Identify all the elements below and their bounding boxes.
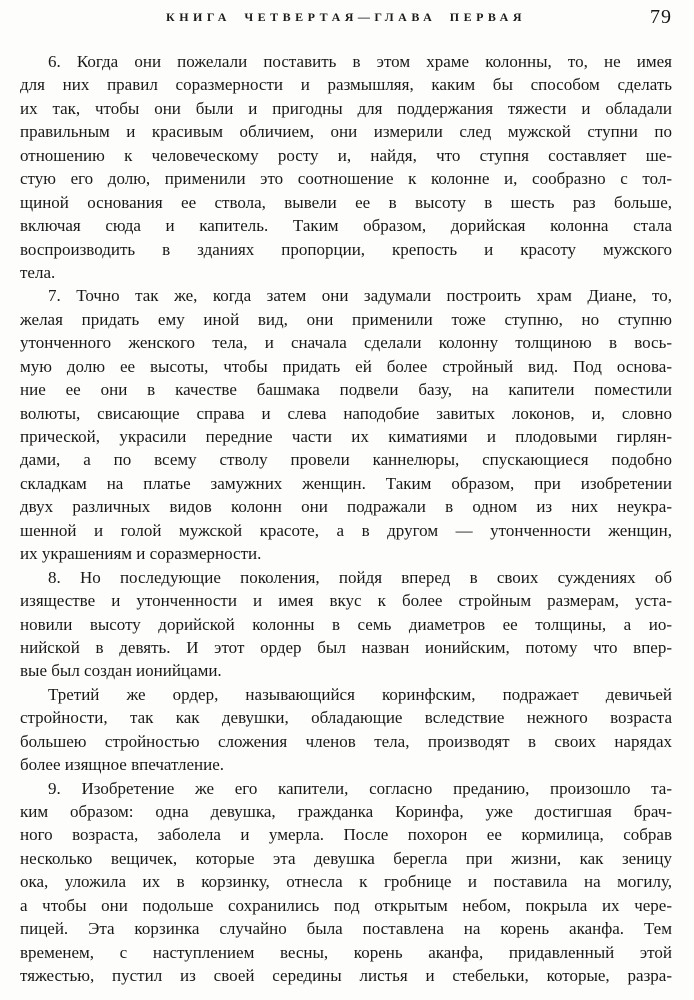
text-line: утонченного женского тела, и сначала сделали колонну толщиною в вось- bbox=[20, 333, 672, 353]
text-line: тела. bbox=[20, 262, 56, 282]
text-line: ока, уложила их в корзинку, отнесла к гробнице и поставила на могилу, bbox=[20, 872, 672, 892]
text-line: двух различных видов колонн они подражали в одном из них неукра- bbox=[20, 497, 672, 517]
text-line: ние ее они в качестве башмака подвели базу, на капители поместили bbox=[20, 380, 672, 400]
text-line: прической, украсили передние части их киматиями и плодовыми гирлян- bbox=[20, 427, 672, 446]
text-line: воспроизводить в зданиях пропорции, крепость и красоту мужского bbox=[20, 239, 672, 259]
text-line: новили высоту дорийской колонны в семь диаметров ее толщины, а ио- bbox=[20, 614, 672, 634]
text-line: 8. Но последующие поколения, пойдя вперед в своих суждениях об bbox=[48, 567, 672, 587]
text-line: складкам на платье замужних женщин. Таким образом, при изобретении bbox=[20, 473, 672, 493]
text-line: дами, а по всему стволу провели каннелюры, спускающиеся подобно bbox=[20, 450, 672, 470]
text-line: большею стройностью сложения членов тела, производят в своих нарядах bbox=[20, 731, 672, 751]
text-line: вые был создан ионийцами. bbox=[20, 661, 222, 681]
text-line: изяществе и утонченности и имея вкус к более стройным размерам, уста- bbox=[20, 591, 672, 611]
page-number: 79 bbox=[650, 6, 672, 28]
text-line: тяжестью, пустил из своей середины листья и стебельки, которые, разра- bbox=[20, 966, 672, 986]
text-line: отношению к человеческому росту и, найдя, что ступня составляет ше- bbox=[20, 145, 672, 165]
text-line: желая придать ему иной вид, они применили тоже ступню, но ступню bbox=[20, 309, 672, 329]
text-line: правильным и красивым обличием, они измерили след мужской ступни по bbox=[20, 122, 672, 142]
text-line: мую долю ее высоты, чтобы придать ей более стройный вид. Под основа- bbox=[20, 356, 672, 376]
text-line: пицей. Эта корзинка случайно была поставлена на корень аканфа. Тем bbox=[20, 919, 672, 939]
text-line: Третий же ордер, называющийся коринфским, подражает девичьей bbox=[48, 684, 672, 704]
chapter-header: КНИГА ЧЕТВЕРТАЯ—ГЛАВА ПЕРВАЯ bbox=[166, 10, 526, 24]
text-line: их так, чтобы они были и пригодны для поддержания тяжести и обладали bbox=[20, 98, 672, 118]
text-line: для них правил соразмерности и размышляя, каким бы способом сделать bbox=[20, 75, 672, 95]
text-line: включая сюда и капитель. Таким образом, дорийская колонна стала bbox=[20, 216, 672, 236]
text-line: нийской в девять. И этот ордер был назван ионийским, потому что впер- bbox=[20, 637, 672, 657]
text-line: ного возраста, заболела и умерла. После похорон ее кормилица, собрав bbox=[20, 825, 672, 845]
text-line: стую его долю, применили это соотношение к колонне и, сообразно с тол- bbox=[20, 169, 672, 189]
text-line: стройности, так как девушки, обладающие вследствие нежного возраста bbox=[20, 708, 672, 728]
text-line: 7. Точно так же, когда затем они задумали построить храм Диане, то, bbox=[48, 286, 672, 306]
text-line: ким образом: одна девушка, гражданка Коринфа, уже достигшая брач- bbox=[20, 802, 672, 821]
text-line: шенной и голой мужской красоте, а в другом — утонченности женщин, bbox=[20, 520, 672, 540]
text-line: 6. Когда они пожелали поставить в этом храме колонны, то, не имея bbox=[48, 52, 672, 71]
text-line: а чтобы они подольше сохранились под открытым небом, покрыла их чере- bbox=[20, 895, 672, 915]
text-line: несколько вещичек, которые эта девушка берегла при жизни, как зеницу bbox=[20, 848, 672, 868]
text-line: 9. Изобретение же его капители, согласно преданию, произошло та- bbox=[48, 778, 672, 798]
text-line: их украшениям и соразмерности. bbox=[20, 544, 262, 564]
text-line: более изящное впечатление. bbox=[20, 755, 224, 775]
text-block bbox=[20, 50, 672, 988]
text-line: щиной основания ее ствола, вывели ее в высоту в шесть раз больше, bbox=[20, 192, 672, 212]
running-head bbox=[20, 8, 672, 28]
text-line: волюты, свисающие справа и слева наподобие завитых локонов, и, словно bbox=[20, 403, 672, 423]
text-line: временем, с наступлением весны, корень аканфа, придавленный этой bbox=[20, 942, 672, 962]
